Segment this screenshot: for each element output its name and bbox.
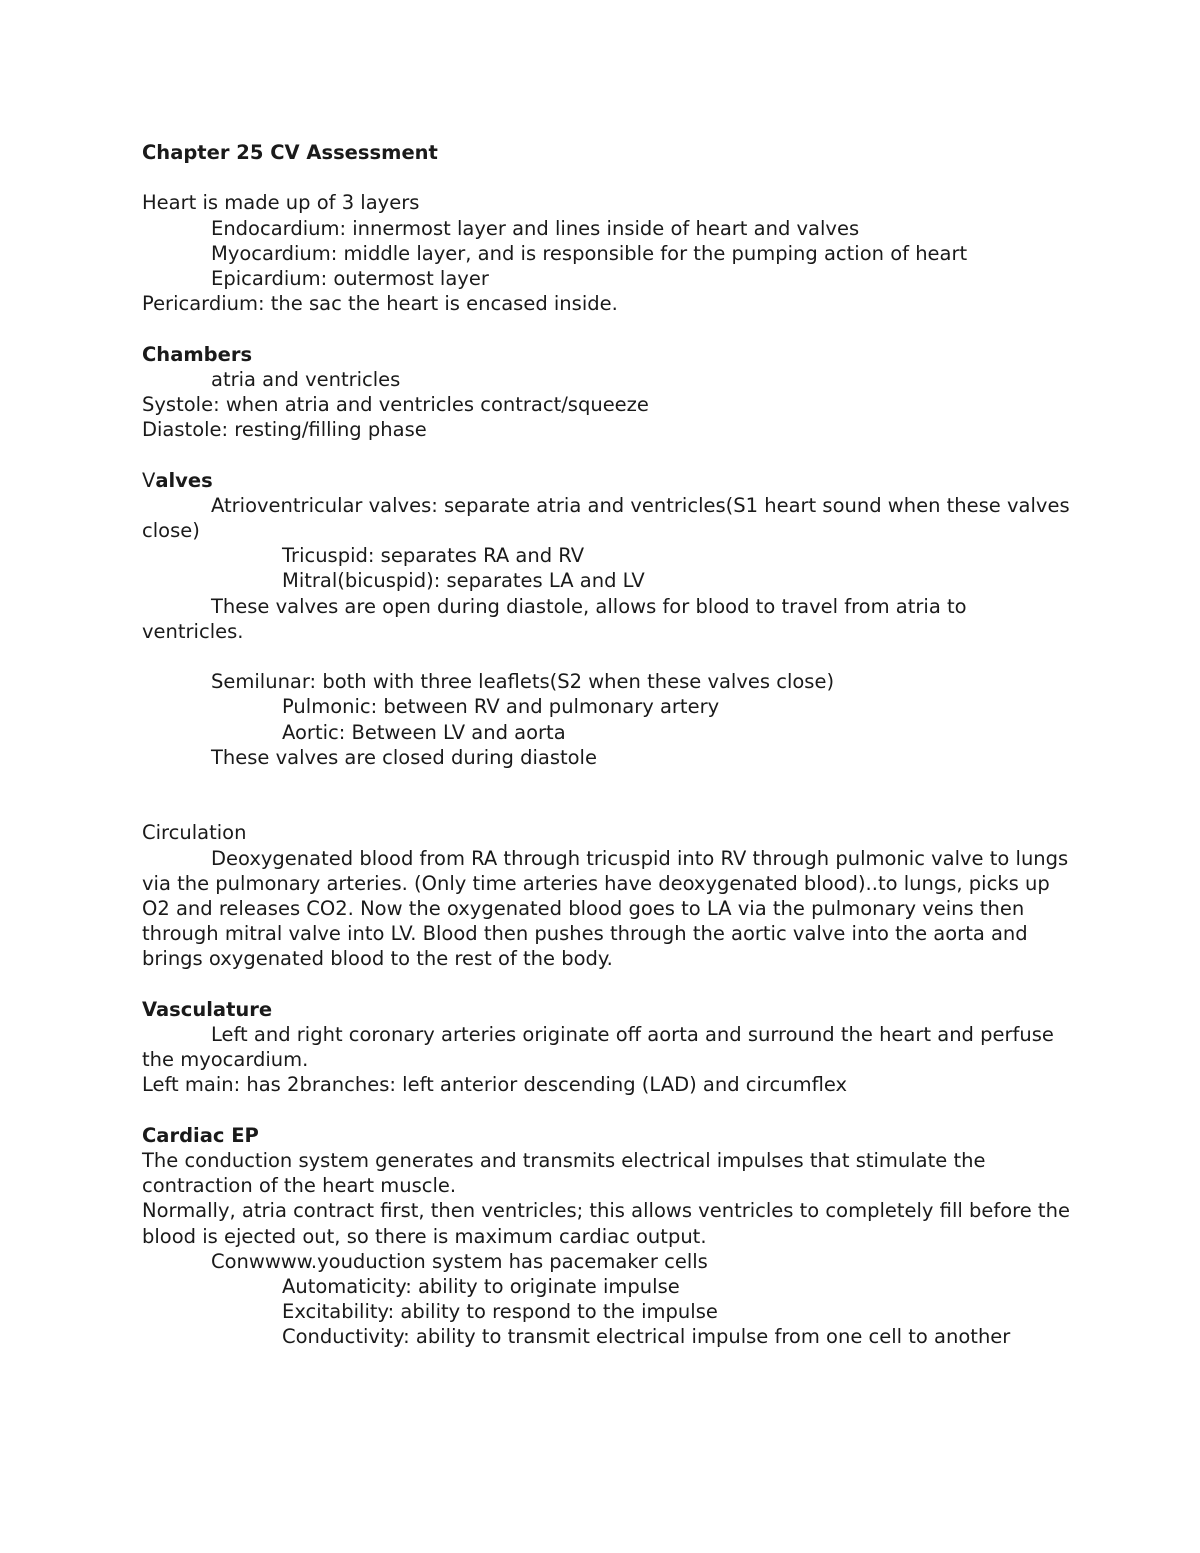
spacer — [142, 972, 1072, 997]
pacemaker-line: Conwwww.youduction system has pacemaker cells — [211, 1249, 708, 1273]
layers-intro: Heart is made up of 3 layers — [142, 191, 420, 215]
diastole-line: Diastole: resting/filling phase — [142, 418, 427, 442]
endocardium-line: Endocardium: innermost layer and lines inside of heart and valves — [211, 216, 860, 240]
myocardium-line: Myocardium: middle layer, and is responsible for the pumping action of heart — [211, 241, 968, 265]
epicardium-line: Epicardium: outermost layer — [211, 267, 489, 290]
semilunar-closed-line: These valves are closed during diastole — [211, 745, 597, 769]
left-main-line: Left main: has 2branches: left anterior descending (LAD) and circumflex — [142, 1073, 848, 1097]
semilunar-line: Semilunar: both with three leaflets(S2 when these valves close) — [211, 670, 835, 694]
av-open-line: These valves are open during diastole, allows for blood to travel from atria to ventricles. — [142, 594, 973, 643]
aortic-line: Aortic: Between LV and aorta — [282, 720, 566, 744]
vasculature-heading: Vasculature — [142, 997, 273, 1021]
cardiac-ep-heading: Cardiac EP — [142, 1123, 259, 1147]
spacer — [142, 644, 1072, 669]
normally-line: Normally, atria contract first, then ventricles; this allows ventricles to completely fill before the blood is ejected out, so there is maximum cardiac output. — [142, 1199, 1077, 1248]
spacer — [142, 442, 1072, 467]
document-page — [142, 140, 1077, 1350]
valves-heading-v: V — [142, 468, 156, 492]
spacer — [142, 770, 1072, 795]
spacer — [142, 795, 1072, 820]
tricuspid-line: Tricuspid: separates RA and RV — [282, 544, 585, 568]
pulmonic-line: Pulmonic: between RV and pulmonary artery — [282, 695, 720, 719]
valves-heading-rest: alves — [155, 468, 213, 492]
valves-heading — [142, 468, 1072, 493]
circulation-paragraph: Deoxygenated blood from RA through tricuspid into RV through pulmonic valve to lungs via the pulmonary arteries. (Only time arteries have deoxygenated blood)..to lungs, picks up O2 and releases CO2. Now the oxygenated blood goes to LA via the pulmonary veins then through mitral valve into LV. Blood then pushes through the aortic valve into the aorta and brings oxygenated blood to the rest of the body. — [142, 846, 1075, 971]
circulation-heading: Circulation — [142, 821, 247, 845]
systole-line: Systole: when atria and ventricles contract/squeeze — [142, 393, 649, 416]
automaticity-line: Automaticity: ability to originate impulse — [282, 1275, 680, 1299]
spacer — [142, 165, 1072, 190]
av-valves-line: Atrioventricular valves: separate atria and ventricles(S1 heart sound when these valves close) — [142, 493, 1076, 542]
chambers-heading: Chambers — [142, 342, 253, 366]
mitral-line: Mitral(bicuspid): separates LA and LV — [282, 569, 645, 593]
conduction-line: The conduction system generates and transmits electrical impulses that stimulate the contraction of the heart muscle. — [142, 1149, 992, 1198]
document-title: Chapter 25 CV Assessment — [142, 141, 438, 164]
coronary-line: Left and right coronary arteries originate off aorta and surround the heart and perfuse the myocardium. — [142, 1023, 1061, 1072]
conductivity-line: Conductivity: ability to transmit electrical impulse from one cell to another — [282, 1325, 1011, 1349]
excitability-line: Excitability: ability to respond to the impulse — [282, 1300, 718, 1324]
spacer — [142, 1098, 1072, 1123]
chambers-item: atria and ventricles — [211, 367, 401, 391]
pericardium-line: Pericardium: the sac the heart is encased inside. — [142, 292, 618, 316]
spacer — [142, 316, 1072, 341]
